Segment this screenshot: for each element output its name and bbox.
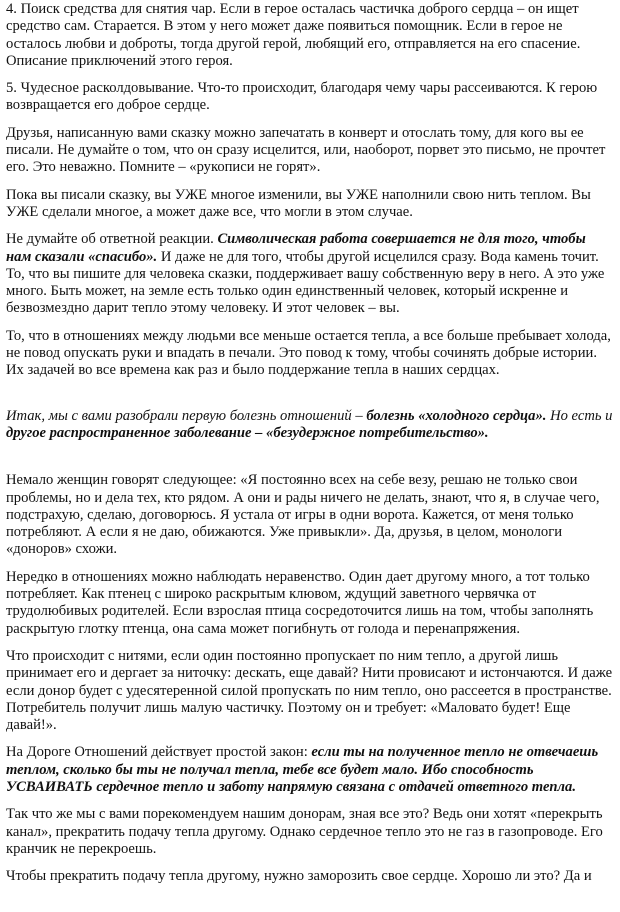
paragraph-letter: Друзья, написанную вами сказку можно запечатать в конверт и отослать тому, для кого вы ее писали. Не думайте о том, что он сразу исцелится, или, наоборот, порвет это письмо, не прочтет его. Это неважно. Помните – «рукописи не горят». (6, 124, 606, 176)
paragraph-reaction (6, 231, 614, 317)
paragraph-inequality: Нередко в отношениях можно наблюдать неравенство. Один дает другому много, а тот только потребляет. Как птенец с широко раскрытым клювом, ждущий заветного червячка от трудолюбивых родителей. Если взрослая птица сосредоточится лишь на том, чтобы заполнять раскрытую глотку птенца, она сама может погибнуть от голода и перенапряжения. (6, 568, 594, 637)
paragraph-step-5: 5. Чудесное расколдовывание. Что-то происходит, благодаря чему чары рассеиваются. К герою возвращается его доброе сердце. (6, 80, 598, 114)
reaction-emphasis: Символическая работа совершается не для того, чтобы нам сказали «спасибо». (6, 231, 586, 265)
paragraph-law (6, 744, 614, 796)
law-text-start: На Дороге Отношений действует простой закон: (6, 744, 312, 761)
summary-text-a: Итак, мы с вами разобрали первую болезнь отношений – (6, 407, 367, 424)
paragraph-freeze: Чтобы прекратить подачу тепла другому, нужно заморозить свое сердце. Хорошо ли это? Да и (6, 868, 592, 885)
summary-text-c: Но есть и (546, 407, 613, 424)
law-emphasis: если ты на полученное тепло не отвечаешь теплом, сколько бы ты не получал тепла, тебе все будет мало. Ибо способность УСВАИВАТЬ сердечное тепло и заботу напрямую связана с отдачей ответного тепла. (6, 744, 599, 795)
paragraph-warmth: То, что в отношениях между людьми все меньше остается тепла, а все больше пребывает холода, не повод опускать руки и впадать в печали. Это повод к тому, чтобы сочинять добрые истории. Их задачей во все времена как раз и было поддержание тепла в наших сердцах. (6, 327, 611, 379)
paragraph-donors: Немало женщин говорят следующее: «Я постоянно всех на себе везу, решаю не только свои проблемы, но и дела тех, кто рядом. А они и рады ничего не делать, знают, что я, в случае чего, подстрахую, сделаю, договорюсь. Я устала от игры в одни ворота. Кажется, от меня только потребляют. А если я не даю, обижаются. Уже привыкли». Да, друзья, в целом, монологи «доноров» схожи. (6, 472, 600, 558)
reaction-text-end: И даже не для того, чтобы другой исцелился сразу. Вода камень точит. То, что вы пишите для человека сказки, поддерживает вашу собственную веру в него. А это уже много. Быть может, на земле есть только один единственный человек, который искренне и безвозмездно дарит тепло этому человеку. И этот человек – вы. (6, 248, 605, 317)
reaction-text-start: Не думайте об ответной реакции. (6, 231, 218, 248)
summary-emphasis-cold-heart: болезнь «холодного сердца». (366, 407, 547, 424)
paragraph-step-4: 4. Поиск средства для снятия чар. Если в герое осталась частичка доброго сердца – он ищет средство сам. Старается. В этом у него может даже появиться помощник. Если в герое не осталось любви и доброты, тогда другой герой, любящий его, отправляется на его спасение. Описание приключений этого героя. (6, 1, 581, 69)
paragraph-already: Пока вы писали сказку, вы УЖЕ многое изменили, вы УЖЕ наполнили свою нить теплом. Вы УЖЕ сделали многое, а может даже все, что могли в этом случае. (6, 186, 591, 220)
paragraph-recommendation: Так что же мы с вами порекомендуем нашим донорам, зная все это? Ведь они хотят «перекрыть канал», прекратить подачу тепла другому. Однако сердечное тепло это не газ в газопроводе. Его кранчик не перекроешь. (6, 806, 603, 857)
summary-emphasis-consumption: другое распространенное заболевание – «безудержное потребительство». (6, 424, 489, 441)
paragraph-summary (6, 408, 614, 443)
paragraph-threads: Что происходит с нитями, если один постоянно пропускает по ним тепло, а другой лишь принимает его и дергает за ниточку: дескать, еще давай? Нити провисают и истончаются. И даже если донор будет с удесятеренной силой пропускать по ним тепло, оно рассеется в пространстве. Потребитель получит лишь малую частичку. Поэтому он и требует: «Маловато будет! Еще давай!». (6, 647, 613, 734)
